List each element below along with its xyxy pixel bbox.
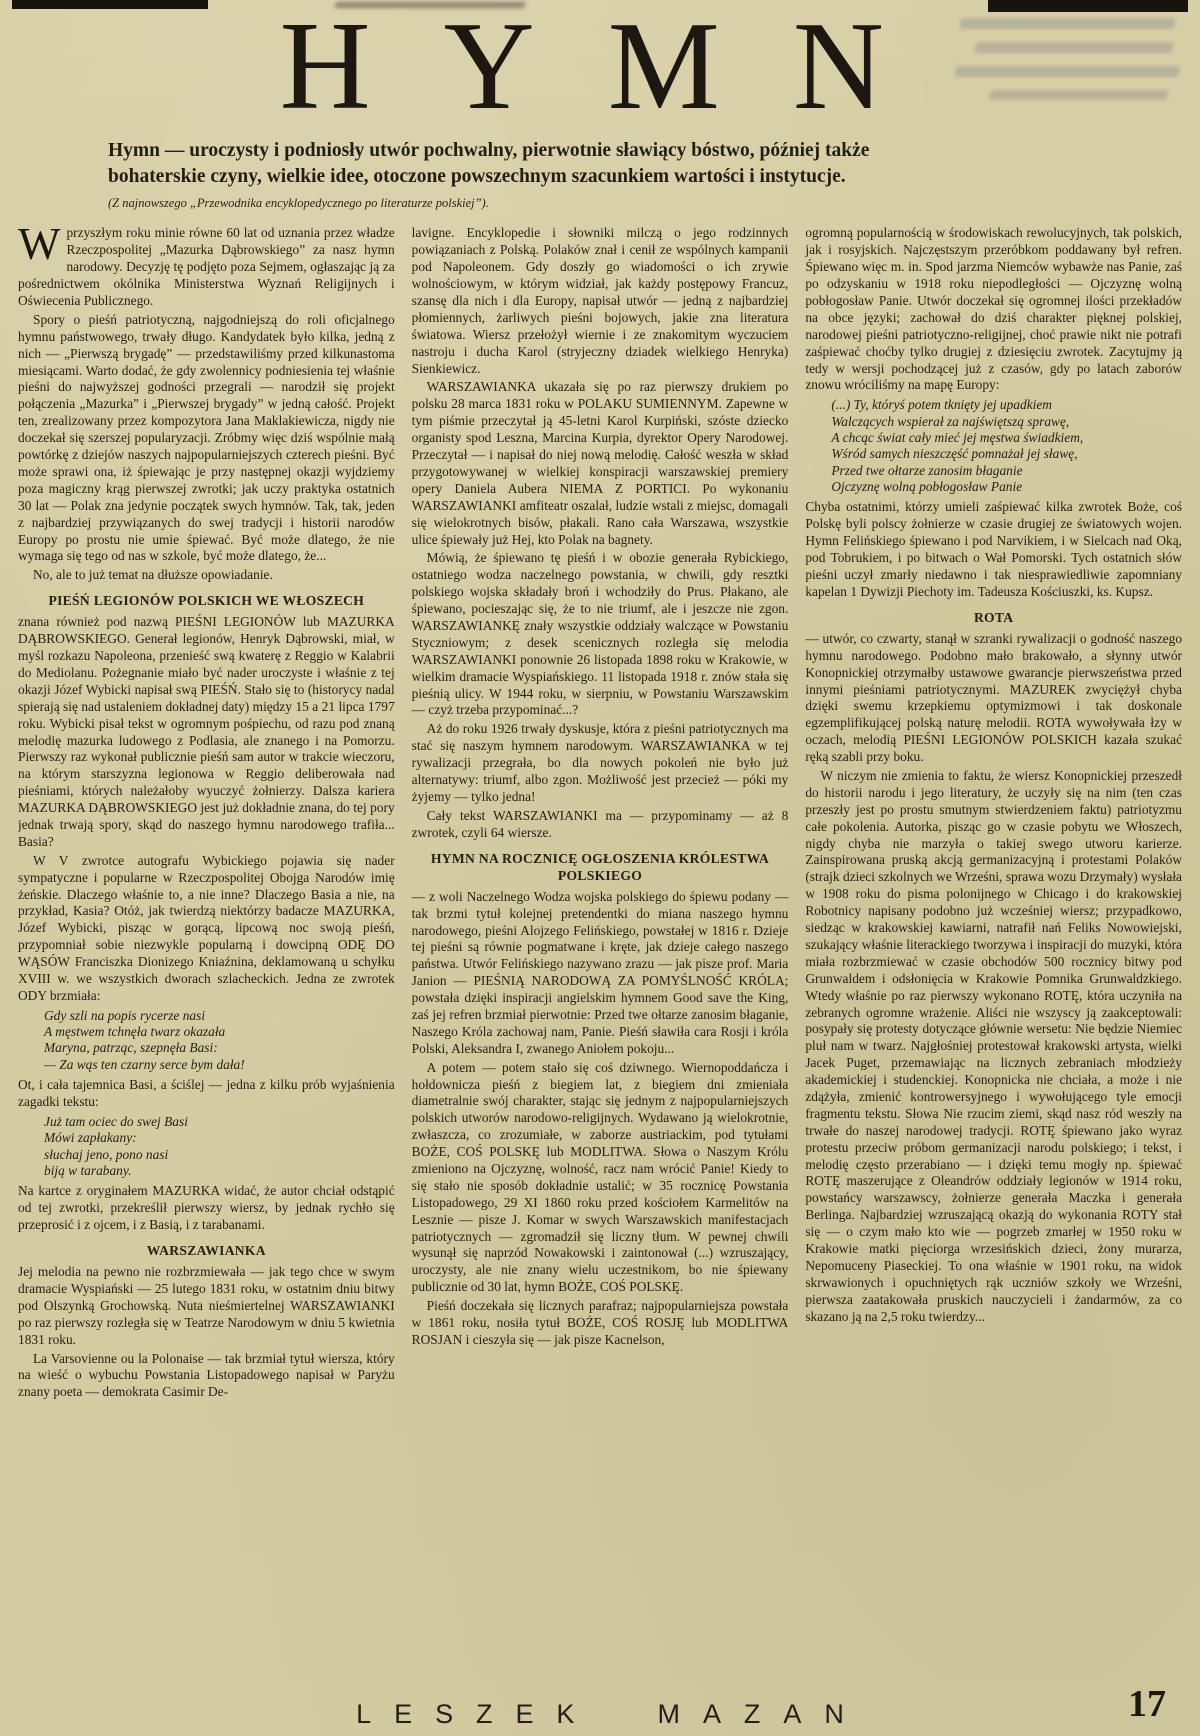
paragraph: Wprzyszłym roku minie równe 60 lat od uznania przez władze Rzeczpospolitej „Mazurka Dąbrowskiego” za nasz hymn narodowy. Decyzję tę podjęto poza Sejmem, ogłaszając ją za pośrednictwem okólnika Ministerstwa Wyznań Religijnych i Oświecenia Publicznego. — [18, 225, 395, 309]
verse-quote: (...) Ty, któryś potem tknięty jej upadkiem Walczących wspierał za najświętszą sprawę, A chcąc świat cały mieć jej męstwa świadkiem, Wśród samych nieszczęść pomnażał jej sławę, Przed twe ołtarze zanosim błaganie Ojczyznę wolną pobłogosław Panie — [831, 397, 1084, 495]
paragraph: La Varsovienne ou la Polonaise — tak brzmiał tytuł wiersza, który na wieść o wybuchu Powstania Listopadowego napisał w Paryżu znany poeta — demokrata Casimir De- — [18, 1350, 395, 1400]
paragraph: W V zwrotce autografu Wybickiego pojawia się nader sympatyczne i popularne w Rzeczpospolitej Obojga Narodów imię żeńskie. Dlaczego właśnie to, a nie inne? Dlaczego Basia a nie, na przykład, Kasia? Otóż, jak twierdzą niektórzy badacze MAZURKA, Józef Wybicki, pisząc w gorącą, lipcową noc swoją pieśń, przypomniał sobie niezwykle popularną i dowcipną ODĘ DO WĄSÓW Franciszka Dionizego Kniaźnina, deklamowaną u schyłku XVIII w. we wszystkich dworach szlacheckich. Jedna ze zwrotek ODY brzmiała: — [18, 852, 395, 1003]
section-heading: WARSZAWIANKA — [146, 1242, 266, 1258]
paragraph: Chyba ostatnimi, którzy umieli zaśpiewać kilka zwrotek Boże, coś Polskę byli polscy żołnierze w czasie drugiej ze światowych wojen. Hymn Felińskiego śpiewano i pod Narvikiem, i w Sielcach nad Oką, pod Tobrukiem, i po bitwach o Wał Pomorski. Tych ostatnich słów pieśni uczył zmarły niedawno i tak niesprawiedliwie zapomniany kapelan 1 Dywizji Piechoty im. Tadeusza Kościuszki, ks. Kupsz. — [805, 499, 1182, 599]
paragraph: ogromną popularnością w środowiskach rewolucyjnych, tak polskich, jak i rosyjskich. Najczęstszym przeróbkom poddawany był refren. Śpiewano więc m. in. Spod jarzma Niemców wybawże nas Panie, zaś po odzyskaniu w 1918 roku niepodległości — Ojczyznę wolną pobłogosław Panie. Utwór doczekał się ogromnej ilości przekładów na obce języki; zachował do dziś charakter pięknej polskiej, narodowej pieśni patriotyczno-religijnej, choć prawie nikt nie potrafi zaśpiewać choćby tylko drugiej z dziesięciu zwrotek. Zacytujmy ją tedy w wersji pochodzącej już z czasów, gdy po latach zaborów znowu wróciliśmy na mapę Europy: — [805, 225, 1182, 393]
section-heading: PIEŚŃ LEGIONÓW POLSKICH WE WŁOSZECH — [48, 593, 365, 609]
print-bleed-artifact — [989, 90, 1168, 100]
article-column-1 — [18, 225, 395, 1677]
paragraph: lavigne. Encyklopedie i słowniki milczą o jego rodzinnych powiązaniach z Polską. Polaków znał i cenił ze wspólnych kampanii pod Napoleonem. Gdy doszły go wiadomości o ich zrywie wolnościowym, w którym widział, jak każdy postępowy Francuz, szansę dla nich i dla Europy, napisał utwór — jedną z najbardziej płomiennych, żarliwych pieśni bojowych, jakie zna literatura światowa. Wiersz przełożył wiernie i ze znakomitym wyczuciem nastroju i ducha Karol (stryjeczny dziadek wielkiego Henryka) Sienkiewicz. — [411, 225, 789, 376]
print-bleed-artifact — [974, 42, 1174, 53]
paragraph: Mówią, że śpiewano tę pieśń i w obozie generała Rybickiego, ostatniego wodza naczelnego powstania, w chwili, gdy resztki polskiego wojska składały broń i wchodziły do Prus. Płakano, ale śpiewano, pocieszając się, że to nie triumf, ale i jeszcze nie zgon. WARSZAWIANKĘ znały wszystkie oddziały walczące w Powstaniu Styczniowym; z desek scenicznych rozległa się melodia WARSZAWIANKI ponownie 26 listopada 1898 roku w Krakowie, w wielkim dramacie Wyspiańskiego. 11 listopada 1918 r. znów stała się pieśnią ulicy. W 1944 roku, w sierpniu, w Powstaniu Warszawskim — czyż trzeba przypominać...? — [411, 550, 789, 718]
article-column-3 — [805, 225, 1182, 1677]
article-source-note: (Z najnowszego „Przewodnika encyklopedycznego po literaturze polskiej”). — [108, 196, 489, 211]
paragraph: W niczym nie zmienia to faktu, że wiersz Konopnickiej przeszedł do historii narodu i jego literatury, że uczyły się na nim (ten czas przeszły jest po prostu smutnym stwierdzeniem faktu) patriotyzmu całe pokolenia. Autorka, pisząc go w czasie pobytu we Włoszech, nigdy chyba nie marzyła o takiej swego utworu karierze. Zainspirowana pruską akcją germanizacyjną i protestami Polaków (strajk dzieci szkolnych we Wrześni, sprawa wozu Drzymały) wysłała w 1908 roku do pisma polonijnego w Chicago i do krakowskiej Robotnicy napisany podobno już wcześniej wiersz; przypadkowo, siedząc w krakowskiej kawiarni, natrafił nań Feliks Nowowiejski, szukający właśnie literackiego tworzywa i inspiracji do muzyki, która miała rozbrzmiewać w czasie obchodów 500 rocznicy bitwy pod Grunwaldem i odsłonięcia w Krakowie Pomnika Grunwaldzkiego. Wtedy właśnie po raz pierwszy wykonano ROTĘ, która uczyniła na zebranych ogromne wrażenie. Aliści nie wszyscy ją zaakceptowali: posypały się protesty dotyczące głównie wersetu: Nie będzie Niemiec pluł nam w twarz. Najgłośniej protestował krakowski artysta, wielki Jacek Puget, przemawiając na licznych zebraniach młodzieży akademickiej i studenckiej. Konopnicka nie chciała, a może i nie zdążyła, zmienić kontrowersyjnego i wywołującego tyle emocji fragmentu tekstu. Słowa Nie rzucim ziemi, skąd nasz ród weszły na trwałe do naszej narodowej tradycji. ROTĘ śpiewano jako wyraz protestu przeciw próbom germanizacji narodu polskiego; i tekst, i melodię często przerabiano — i dzięki temu mogły np. śpiewać ROTĘ maszerujące z Oleandrów oddziały legionów w 1914 roku, powstańcy warszawscy, żołnierze generała Maczka i generała Berlinga. Najbardziej wzruszającą okazją do wykonania ROTY stał się — o czym mało kto wie — pogrzeb zmarłej w 1950 roku w Krakowie matki pięciorga wrzesińskich dzieci, żony murarza, Nepomuceny Piaseckiej. To ona właśnie w 1901 roku, na widok skrwawionych i opuchniętych rąk uczniów szkoły we Wrześni, pierwsza zaatakowała pruskich nauczycieli i żandarmów, za co skazano ją na 2,5 roku twierdzy... — [805, 768, 1182, 1324]
paragraph: Na kartce z oryginałem MAZURKA widać, że autor chciał odstąpić od tej zwrotki, przekreślił pierwszy wiersz, by jednak rychło się przeprosić i z ojcem, i z Basią, i z tarabanami. — [18, 1183, 395, 1233]
paragraph: znana również pod nazwą PIEŚNI LEGIONÓW lub MAZURKA DĄBROWSKIEGO. Generał legionów, Henryk Dąbrowski, miał, w myśl rozkazu Napoleona, przenieść swą kwaterę z Reggio w Kalabrii do Mediolanu. Pożegnanie miało być nader uroczyste i właśnie z tej okazji Józef Wybicki napisał swą PIEŚŃ. Stało się to (historycy nadal spierają się nad ustaleniem dokładnej daty) między 15 a 21 lipca 1797 roku. Wybicki pisał tekst w ogromnym pośpiechu, od razu pod znaną melodię mazurka ludowego z Podlasia, ale znanego i na Pomorzu. Pierwszy raz wykonał publicznie pieśń sam autor w trakcie wieczoru, na którym starszyzna legionowa w Reggio deliberowała nad pieśniami, których należałoby wyuczyć żołnierzy. Dalsza kariera MAZURKA DĄBROWSKIEGO jest już dokładnie znana, do tej pory jednak trwają spory, skąd do naszego hymnu narodowego trafiła... Basia? — [18, 614, 395, 849]
paragraph: WARSZAWIANKA ukazała się po raz pierwszy drukiem po polsku 28 marca 1831 roku w POLAKU SUMIENNYM. Zapewne w tym piśmie przeczytał ją 45-letni Karol Kurpiński, szóste dziecko organisty spod Leszna, Marcina Kurpia, dyrektor Opery Narodowej. Przeczytał — i napisał do niej nową melodię. Całość weszła w skład przygotowywanej w wielkiej konspiracji warszawskiej premiery opery Daniela Aubera NIEMA Z PORTICI. Po wykonaniu WARSZAWIANKI amfiteatr oszalał, ludzie wstali z miejsc, domagali się wielokrotnych bisów, płakali. Rano cała Warszawa, wszystkie ulice śpiewały już Hej, kto Polak na bagnety. — [411, 379, 789, 547]
paragraph: — utwór, co czwarty, stanął w szranki rywalizacji o godność naszego hymnu narodowego. Podobno mało brakowało, a słynny utwór Konopnickiej otrzymałby ustawowe gwarancje pierwszeństwa przed innymi pieśniami patriotycznymi. MAZUREK zwyciężył chyba dzięki swemu krzepkiemu optymizmowi i tak doskonale egzemplifikującej polską naturę melodii. ROTA wywoływała łzy w oczach, melodią PIEŚNI LEGIONÓW POLSKICH kazała szukać ręką szabli przy boku. — [805, 630, 1182, 765]
article-columns — [18, 225, 1182, 1677]
verse-quote: Gdy szli na popis rycerze nasi A męstwem tchnęła twarz okazała Maryna, patrząc, szepnęła Basi: — Za wąs ten czarny serce bym dała! — [44, 1007, 245, 1072]
section-heading: HYMN NA ROCZNICĘ OGŁOSZENIA KRÓLESTWA POLSKIEGO — [430, 850, 770, 883]
article-column-2 — [412, 225, 789, 1677]
print-bleed-artifact — [335, 2, 526, 8]
paragraph: Ot, i cała tajemnica Basi, a ściślej — jedna z kilku prób wyjaśnienia zagadki tekstu: — [18, 1077, 395, 1110]
page-number: 17 — [1128, 1683, 1166, 1725]
article-lead: Hymn — uroczysty i podniosły utwór pochwalny, pierwotnie sławiący bóstwo, później także bohaterskie czyny, wielkie idee, otoczone powszechnym szacunkiem wartości i instytucje. — [108, 140, 870, 187]
paragraph: Aż do roku 1926 trwały dyskusje, która z pieśni patriotycznych ma stać się naszym hymnem narodowym. WARSZAWIANKA w tej rywalizacji przegrała, bo dla nowych pokoleń nie było już alternatywy: triumf, albo zgon. Możliwość jest przecież — póki my żyjemy — tylko jedna! — [411, 721, 789, 804]
section-heading: ROTA — [973, 609, 1014, 625]
print-bleed-artifact — [959, 18, 1176, 29]
drop-cap: W — [18, 225, 61, 270]
paragraph: Spory o pieśń patriotyczną, najgodniejszą do roli oficjalnego hymnu państwowego, trwały długo. Kandydatek było kilka, jedną z nich — „Pierwszą brygadę” — przedstawiliśmy przed kilkunastoma miesiącami. Warto dodać, że gdy zwolennicy podniesienia tej właśnie pieśni do najwyższej godności przegrali — narodził się projekt połączenia „Mazurka” i „Pierwszej brygady” w jedną całość. Projekt ten, zrealizowany przez kompozytora Jana Maklakiewicza, nigdy nie doczekał się szerszej popularyzacji. Zróbmy więc dziś wspólnie małą powtórkę z dziejów naszych najpopularniejszych czterech pieśni. Być może sprawi ona, iż śpiewając je przy następnej okazji wyjdziemy poza magiczny krąg pierwszej zwrotki; jak uczy praktyka ostatnich 30 lat — Polak zna jedynie początek swych hymnów. Tak, tak, jeden z najbardziej przywiązanych do swej tradycji i historii narodów Europy po prostu nie umie śpiewać. Być może dlatego, że nie wymaga się tego od nas w szkole, być może dlatego, że... — [18, 311, 395, 564]
article-author: LESZEK MAZAN — [356, 1699, 867, 1729]
paragraph: Cały tekst WARSZAWIANKI ma — przypominamy — aż 8 zwrotek, czyli 64 wiersze. — [411, 807, 789, 840]
paragraph: Pieśń doczekała się licznych parafraz; najpopularniejsza powstała w 1861 roku, nosiła tytuł BOŻE, COŚ ROSJĘ lub MODLITWA ROSJAN i cieszyła się — jak pisze Kacnelson, — [411, 1298, 789, 1347]
top-rule-right — [988, 0, 1188, 12]
verse-quote: Już tam ociec do swej Basi Mówi zapłakany: słuchaj jeno, pono nasi biją w tarabany. — [44, 1113, 188, 1178]
paragraph: — z woli Naczelnego Wodza wojska polskiego do śpiewu podany — tak brzmi tytuł kolejnej pretendentki do miana naszego hymnu narodowego, pieśni Alojzego Felińskiego, powstałej w 1816 r. Dzieje tej pieśni są równie pogmatwane i kręte, jak dzieje całego naszego państwa. Utwór Felińskiego nazywano zrazu — jak pisze prof. Maria Janion — PIEŚNIĄ NARODOWĄ ZA POMYŚLNOŚĆ KRÓLA; powstała dzięki inspiracji angielskim hymnem Good save the King, zaś jej refren brzmiał pierwotnie: Przed twe ołtarze zanosim błaganie, Naszego Króla zachowaj nam, Panie. Pieśń sławiła cara Rosji i króla Polski, Aleksandra I, zwanego Aniołem pokoju... — [411, 888, 789, 1056]
print-bleed-artifact — [954, 66, 1180, 77]
paragraph: A potem — potem stało się coś dziwnego. Wiernopoddańcza i hołdownicza pieśń z biegiem lat, z biegiem dni zmieniała diametralnie swój charakter, stając się jednym z najpopularniejszych polskich utworów narodowo-religijnych. Wydawano ją wielokrotnie, zwłaszcza, co zrozumiałe, w zaborze austriackim, pod tytułami BOŻE, COŚ POLSKĘ lub MODLITWA. Słowa o Naszym Królu zmieniono na Ojczyznę, wolność, racz nam wrócić Panie! Kiedy to się stało nie sposób dokładnie ustalić; w 35 rocznicę Powstania Listopadowego, 29 XI 1860 roku przed kościołem Karmelitów na Lesznie — pisze J. Komar w swych Warszawskich manifestacjach patriotycznych — zgromadził się liczny tłum. W pewnej chwili wysunął się naprzód Nowakowski i zaintonował (...) wzruszający, uroczysty, ale nie znany wielu uczestnikom, bo nie śpiewany publicznie od 30 lat, hymn BOŻE, COŚ POLSKĘ. — [411, 1059, 789, 1295]
paragraph: Jej melodia na pewno nie rozbrzmiewała — jak tego chce w swym dramacie Wyspiański — 25 lutego 1831 roku, w ostatnim dniu bitwy pod Olszynką Grochowską. Nuta nieśmiertelnej WARSZAWIANKI po raz pierwszy rozległa się w Teatrze Narodowym w dniu 5 kwietnia 1831 roku. — [18, 1264, 395, 1347]
top-rule-left — [12, 0, 208, 9]
article-title: HYMN — [279, 0, 957, 136]
paragraph: No, ale to już temat na dłuższe opowiadanie. — [33, 567, 273, 583]
